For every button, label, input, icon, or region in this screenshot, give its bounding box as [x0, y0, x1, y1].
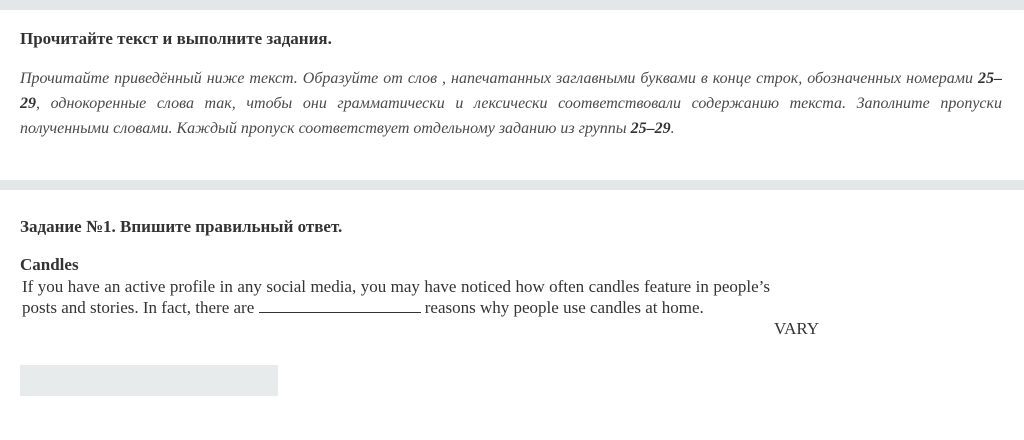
- answer-input[interactable]: [20, 365, 278, 396]
- passage-text-before: If you have an active profile in any social media, you may have noticed how often candles feature in people’s posts and stories. In fact, there are: [22, 277, 770, 317]
- task-instruction: [20, 66, 1002, 141]
- base-word: VARY: [774, 319, 820, 338]
- task-description-section: [0, 10, 1024, 180]
- instruction-range-2: 25–29: [630, 120, 671, 137]
- top-divider: [0, 0, 1024, 10]
- passage-text: [22, 276, 770, 318]
- passage-text-after: reasons why people use candles at home.: [420, 298, 704, 317]
- passage-gap: [259, 297, 421, 313]
- exercise-heading: Задание №1. Впишите правильный ответ.: [20, 217, 343, 236]
- instruction-text-2: , однокоренные слова так, чтобы они грамматически и лексически соответствовали содержанию текста. Заполните пропуски полученными словами. Каждый пропуск соответствует отдельному заданию из группы: [20, 95, 1002, 137]
- instruction-text-3: .: [670, 120, 675, 137]
- section-divider: [0, 180, 1024, 190]
- instruction-range-1: 25–29: [20, 70, 1002, 112]
- instruction-text-1: Прочитайте приведённый ниже текст. Образуйте от слов , напечатанных заглавными буквами в конце строк, обозначенных номерами: [20, 70, 978, 87]
- task-heading: Прочитайте текст и выполните задания.: [20, 29, 332, 48]
- passage-title: Candles: [20, 255, 79, 274]
